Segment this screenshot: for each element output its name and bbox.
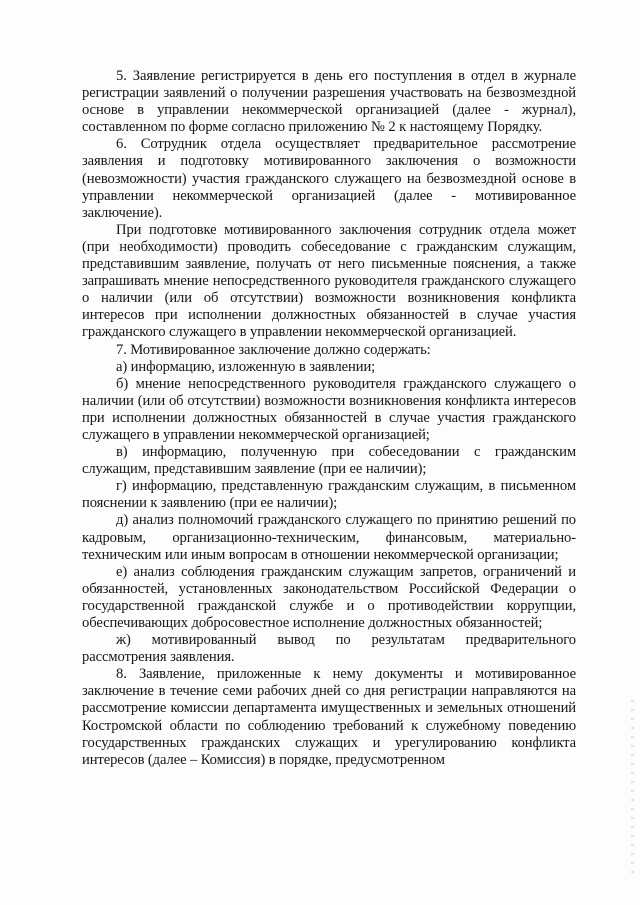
list-item-zh: ж) мотивированный вывод по результатам предварительного рассмотрения заявления. — [82, 632, 576, 666]
list-item-v: в) информацию, полученную при собеседовании с гражданским служащим, представившим заявление (при ее наличии); — [82, 444, 576, 478]
list-item-e: е) анализ соблюдения гражданским служащим запретов, ограничений и обязанностей, установленных законодательством Российской Федерации о государственной гражданской службе и о противодействии коррупции, обеспечивающих добросовестное исполнение должностных обязанностей; — [82, 563, 576, 631]
list-item-g: г) информацию, представленную гражданским служащим, в письменном пояснении к заявлению (при ее наличии); — [82, 478, 576, 512]
paragraph-6-continued: При подготовке мотивированного заключения сотрудник отдела может (при необходимости) проводить собеседование с гражданским служащим, представившим заявление, получать от него письменные пояснения, а также запрашивать мнение непосредственного руководителя гражданского служащего о наличии (или об отсутствии) возможности возникновения конфликта интересов при исполнении должностных обязанностей в случае участия гражданского служащего в управлении некоммерческой организацией. — [82, 221, 576, 341]
paragraph-7: 7. Мотивированное заключение должно содержать: — [116, 341, 431, 358]
paragraph-8: 8. Заявление, приложенные к нему документы и мотивированное заключение в течение семи рабочих дней со дня регистрации направляются на рассмотрение комиссии департамента имущественных и земельных отношений Костромской области по соблюдению требований к служебному поведению государственных гражданских служащих и урегулированию конфликта интересов (далее – Комиссия) в порядке, предусмотренном — [82, 666, 576, 768]
scan-edge-marks — [631, 700, 634, 880]
list-item-d: д) анализ полномочий гражданского служащего по принятию решений по кадровым, организационно-техническим, финансовым, материально-техническим или иным вопросам в отношении некоммерческой организации; — [82, 512, 576, 563]
paragraph-5: 5. Заявление регистрируется в день его поступления в отдел в журнале регистрации заявлений о получении разрешения участвовать на безвозмездной основе в управлении некоммерческой организацией (далее - журнал), составленном по форме согласно приложению № 2 к настоящему Порядку. — [82, 68, 576, 136]
list-item-b: б) мнение непосредственного руководителя гражданского служащего о наличии (или об отсутствии) возможности возникновения конфликта интересов при исполнении должностных обязанностей в случае участия гражданского служащего в управлении некоммерческой организацией; — [82, 375, 576, 443]
list-item-a: а) информацию, изложенную в заявлении; — [116, 358, 376, 375]
document-body — [82, 68, 576, 769]
paragraph-6: 6. Сотрудник отдела осуществляет предварительное рассмотрение заявления и подготовку мотивированного заключения о возможности (невозможности) участия гражданского служащего на безвозмездной основе в управлении некоммерческой организацией (далее - мотивированное заключение). — [82, 136, 576, 221]
